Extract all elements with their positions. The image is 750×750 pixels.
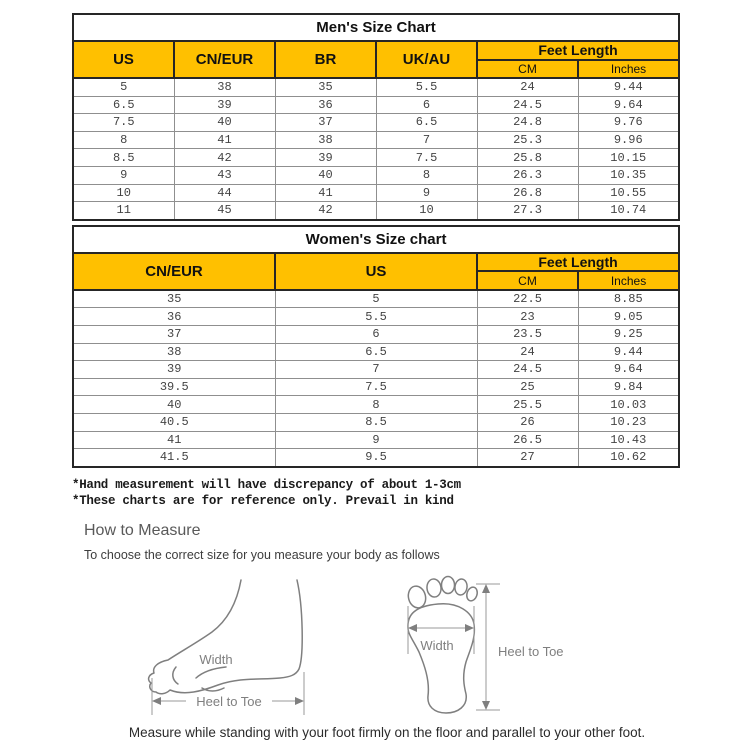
size-cell: 24.5 [477, 361, 578, 379]
second-toe [426, 578, 442, 598]
size-cell: 24.5 [477, 96, 578, 114]
column-header-uk-au: UK/AU [376, 41, 477, 78]
mens-title-row [73, 14, 679, 41]
sole-view-foot-diagram [406, 576, 563, 713]
size-cell: 6 [376, 96, 477, 114]
size-cell: 39.5 [73, 378, 275, 396]
size-cell: 35 [73, 290, 275, 308]
size-cell: 26.8 [477, 184, 578, 202]
foot-outline [149, 580, 303, 694]
size-cell: 8 [73, 131, 174, 149]
sole-outline [408, 603, 474, 712]
size-cell: 9 [376, 184, 477, 202]
size-cell: 10.62 [578, 449, 679, 467]
how-to-measure-subtext: To choose the correct size for you measure your body as follows [84, 547, 440, 562]
size-cell: 9.76 [578, 114, 679, 132]
size-cell: 27.3 [477, 202, 578, 220]
size-cell: 10.23 [578, 413, 679, 431]
size-cell: 24 [477, 78, 578, 96]
footnotes [72, 477, 750, 509]
size-cell: 36 [73, 308, 275, 326]
size-row [73, 78, 679, 96]
size-cell: 41 [174, 131, 275, 149]
size-row [73, 378, 679, 396]
size-cell: 26.5 [477, 431, 578, 449]
size-cell: 41 [73, 431, 275, 449]
size-cell: 26.3 [477, 166, 578, 184]
size-cell: 40 [174, 114, 275, 132]
size-row [73, 361, 679, 379]
size-cell: 42 [275, 202, 376, 220]
width-pointer-curve [196, 667, 226, 678]
size-cell: 6.5 [73, 96, 174, 114]
size-cell: 5 [73, 78, 174, 96]
size-cell: 7 [376, 131, 477, 149]
column-header-br: BR [275, 41, 376, 78]
size-cell: 41 [275, 184, 376, 202]
size-cell: 44 [174, 184, 275, 202]
measurement-diagrams [140, 568, 750, 723]
sole-heel-to-toe-label: Heel to Toe [498, 643, 564, 659]
size-row [73, 131, 679, 149]
size-row [73, 449, 679, 467]
size-row [73, 290, 679, 308]
size-cell: 42 [174, 149, 275, 167]
arrowhead-left-icon [408, 624, 417, 632]
fourth-toe [454, 578, 468, 596]
size-cell: 9.44 [578, 78, 679, 96]
size-row [73, 149, 679, 167]
size-cell: 26 [477, 413, 578, 431]
size-cell: 9.84 [578, 378, 679, 396]
size-cell: 8.5 [73, 149, 174, 167]
size-row [73, 166, 679, 184]
size-row [73, 114, 679, 132]
how-to-measure-heading: How to Measure [84, 521, 201, 539]
side-width-label: Width [199, 651, 233, 667]
size-cell: 38 [174, 78, 275, 96]
size-cell: 10.55 [578, 184, 679, 202]
size-cell: 36 [275, 96, 376, 114]
size-cell: 10 [376, 202, 477, 220]
womens-header-row [73, 253, 679, 272]
size-row [73, 308, 679, 326]
size-row [73, 184, 679, 202]
size-cell: 7 [275, 361, 477, 379]
size-cell: 23.5 [477, 325, 578, 343]
footnote-reference-only: *These charts are for reference only. Prevail in kind [72, 493, 454, 508]
size-cell: 10.15 [578, 149, 679, 167]
measurement-caption: Measure while standing with your foot firmly on the floor and parallel to your other foot. [128, 724, 646, 740]
size-cell: 40 [275, 166, 376, 184]
size-cell: 43 [174, 166, 275, 184]
size-cell: 8.5 [275, 413, 477, 431]
size-cell: 9.5 [275, 449, 477, 467]
size-cell: 40 [73, 396, 275, 414]
middle-toe [442, 576, 455, 593]
size-row [73, 325, 679, 343]
size-cell: 45 [174, 202, 275, 220]
size-cell: 22.5 [477, 290, 578, 308]
size-row [73, 431, 679, 449]
size-cell: 23 [477, 308, 578, 326]
size-cell: 9.05 [578, 308, 679, 326]
size-row [73, 396, 679, 414]
size-cell: 9.64 [578, 361, 679, 379]
size-cell: 24.8 [477, 114, 578, 132]
size-row [73, 343, 679, 361]
size-cell: 6.5 [376, 114, 477, 132]
mens-header-row [73, 41, 679, 60]
size-cell: 10.03 [578, 396, 679, 414]
size-cell: 39 [275, 149, 376, 167]
size-cell: 27 [477, 449, 578, 467]
footnote-hand-measurement: *Hand measurement will have discrepancy of about 1-3cm [72, 477, 461, 492]
size-cell: 25 [477, 378, 578, 396]
mens-table-title: Men's Size Chart [73, 14, 679, 41]
arrowhead-right-icon [295, 697, 304, 705]
size-cell: 40.5 [73, 413, 275, 431]
size-cell: 41.5 [73, 449, 275, 467]
toe-crease-line [173, 667, 178, 684]
womens-title-row [73, 226, 679, 253]
sole-width-label: Width [420, 637, 454, 653]
size-cell: 25.3 [477, 131, 578, 149]
arch-curve [202, 688, 224, 691]
size-cell: 39 [73, 361, 275, 379]
size-cell: 7.5 [73, 114, 174, 132]
column-header-us: US [275, 253, 477, 290]
womens-table-body [73, 290, 679, 467]
size-cell: 39 [174, 96, 275, 114]
size-cell: 25.8 [477, 149, 578, 167]
size-cell: 9.25 [578, 325, 679, 343]
side-heel-to-toe-label: Heel to Toe [196, 693, 262, 709]
column-header-inches: Inches [578, 60, 679, 79]
side-view-foot-diagram [149, 580, 304, 715]
foot-diagrams-svg [140, 568, 700, 718]
size-cell: 38 [73, 343, 275, 361]
womens-size-chart-table [72, 225, 680, 468]
size-cell: 10.35 [578, 166, 679, 184]
size-cell: 24 [477, 343, 578, 361]
size-cell: 6.5 [275, 343, 477, 361]
column-header-cm: CM [477, 60, 578, 79]
size-cell: 10.43 [578, 431, 679, 449]
size-cell: 8 [376, 166, 477, 184]
size-cell: 38 [275, 131, 376, 149]
arrowhead-up-icon [482, 584, 490, 593]
arrowhead-left-icon [152, 697, 161, 705]
size-cell: 8 [275, 396, 477, 414]
column-header-cn-eur: CN/EUR [174, 41, 275, 78]
size-cell: 10 [73, 184, 174, 202]
womens-table-title: Women's Size chart [73, 226, 679, 253]
column-header-feet-length: Feet Length [477, 41, 679, 60]
size-cell: 9.64 [578, 96, 679, 114]
size-cell: 35 [275, 78, 376, 96]
size-row [73, 202, 679, 220]
column-header-cm: CM [477, 271, 578, 290]
size-row [73, 413, 679, 431]
size-cell: 11 [73, 202, 174, 220]
size-row [73, 96, 679, 114]
size-cell: 9 [275, 431, 477, 449]
size-cell: 9.44 [578, 343, 679, 361]
size-cell: 8.85 [578, 290, 679, 308]
size-cell: 6 [275, 325, 477, 343]
size-cell: 37 [73, 325, 275, 343]
size-cell: 5.5 [275, 308, 477, 326]
arrowhead-right-icon [465, 624, 474, 632]
size-cell: 7.5 [376, 149, 477, 167]
size-cell: 10.74 [578, 202, 679, 220]
size-cell: 9.96 [578, 131, 679, 149]
size-cell: 5.5 [376, 78, 477, 96]
size-cell: 37 [275, 114, 376, 132]
column-header-us: US [73, 41, 174, 78]
size-cell: 7.5 [275, 378, 477, 396]
column-header-feet-length: Feet Length [477, 253, 679, 272]
size-cell: 25.5 [477, 396, 578, 414]
size-cell: 9 [73, 166, 174, 184]
column-header-inches: Inches [578, 271, 679, 290]
arrowhead-down-icon [482, 701, 490, 710]
mens-size-chart-table [72, 13, 680, 221]
column-header-cn-eur: CN/EUR [73, 253, 275, 290]
mens-table-body [73, 78, 679, 220]
size-cell: 5 [275, 290, 477, 308]
